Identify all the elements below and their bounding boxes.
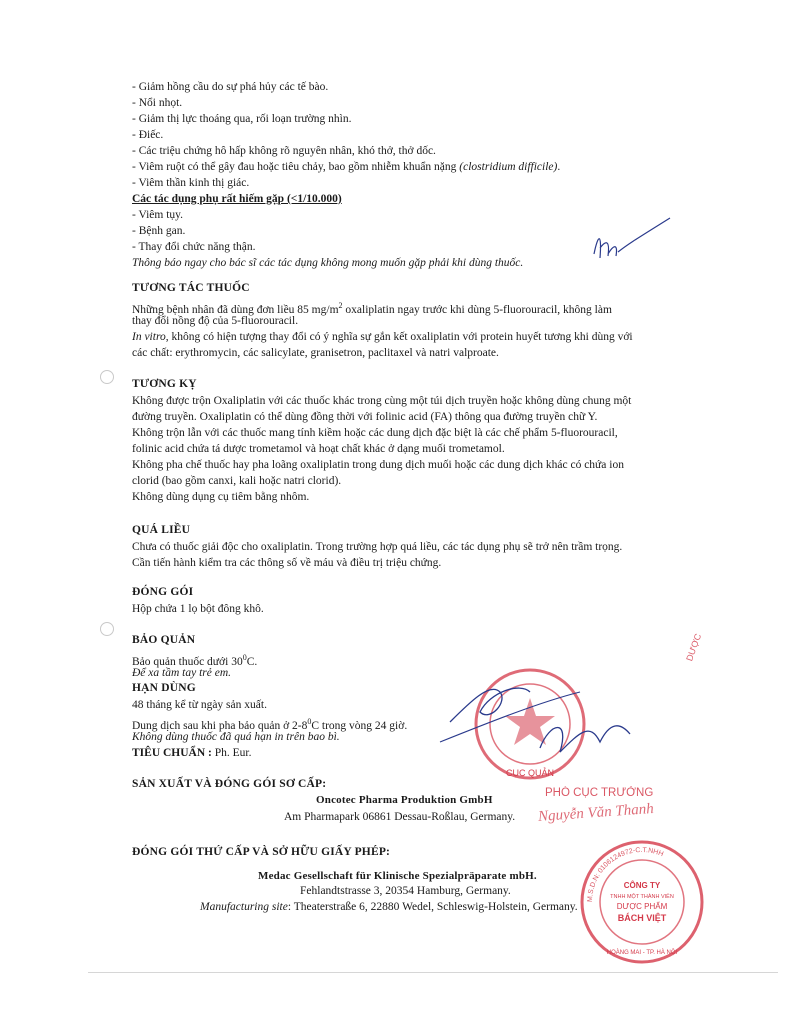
- page-bottom-rule: [88, 972, 778, 973]
- interactions-text: , không có hiện tượng thay đổi có ý nghĩa sự gắn kết oxaliplatin với protein huyết tương khi dùng với: [165, 331, 633, 343]
- superscript: 2: [338, 301, 343, 310]
- packaging-line: Hộp chứa 1 lọ bột đông khô.: [132, 603, 264, 615]
- manufacturer-heading: SẢN XUẤT VÀ ĐÓNG GÓI SƠ CẤP:: [132, 778, 327, 790]
- very-rare-item: - Viêm tụy.: [132, 209, 184, 221]
- overdose-heading: QUÁ LIỀU: [132, 524, 191, 536]
- stamp-ring-text: M.S.D.N: 0106124972-C.T.NHH: [586, 846, 665, 903]
- company-stamp: [578, 838, 706, 966]
- very-rare-heading: Các tác dụng phụ rất hiếm gặp (<1/10.000): [132, 193, 342, 205]
- expiry-line: Không dùng thuốc đã quá hạn in trên bao bì.: [132, 731, 340, 743]
- side-effect-item: - Giảm thị lực thoáng qua, rối loạn trường nhìn.: [132, 113, 352, 125]
- manufacturer-name: Oncotec Pharma Produktion GmbH: [316, 794, 493, 806]
- storage-text: Bảo quản thuốc dưới 30: [132, 655, 243, 668]
- incompatibility-line: đường truyền. Oxaliplatin có thể dùng đồng thời với folinic acid (FA) thông qua đường truyền chữ Y.: [132, 411, 598, 423]
- license-holder-address: Fehlandtstrasse 3, 20354 Hamburg, Germany.: [300, 885, 511, 897]
- incompatibility-line: folinic acid chứa tá dược trometamol và hoạt chất khác ở dạng muối trometamol.: [132, 443, 505, 455]
- side-effect-item: - Giảm hồng cầu do sự phá hủy các tế bào.: [132, 81, 329, 93]
- seal-edge-text: DƯỢC: [684, 632, 704, 663]
- side-effect-item: - Điếc.: [132, 129, 164, 141]
- interactions-line: các chất: erythromycin, các salicylate, granisetron, paclitaxel và natri valproate.: [132, 347, 499, 359]
- in-vitro-label: In vitro: [132, 331, 166, 343]
- manufacturing-site-line: [200, 900, 578, 915]
- side-effect-item: - Các triệu chứng hô hấp không rõ nguyên nhân, khó thở, thở dốc.: [132, 145, 436, 157]
- expiry-text: C trong vòng 24 giờ.: [311, 719, 408, 732]
- standard-line: [132, 746, 252, 761]
- overdose-line: Chưa có thuốc giải độc cho oxaliplatin. Trong trường hợp quá liều, các tác dụng phụ sẽ trở nên trầm trọng.: [132, 541, 623, 553]
- packaging-heading: ĐÓNG GÓI: [132, 586, 194, 598]
- punch-hole-top: [100, 370, 114, 384]
- official-name: Nguyễn Văn Thanh: [537, 800, 655, 826]
- expiry-heading: HẠN DÙNG: [132, 682, 196, 694]
- side-effect-text: - Viêm ruột có thể gây đau hoặc tiêu chảy, bao gồm nhiễm khuẩn nặng: [132, 161, 460, 173]
- incompatibility-line: Không trộn lẫn với các thuốc mang tính kiềm hoặc các dung dịch đặc biệt là các chế phẩm 5-fluorouracil,: [132, 427, 618, 439]
- manufacturer-address: Am Pharmapark 06861 Dessau-Roßlau, Germany.: [284, 811, 516, 823]
- very-rare-item: - Bệnh gan.: [132, 225, 186, 237]
- stamp-line: DƯỢC PHẨM: [616, 902, 668, 911]
- standard-value: Ph. Eur.: [211, 747, 252, 759]
- degree-superscript: 0: [242, 653, 247, 662]
- manufacturing-site-value: : Theaterstraße 6, 22880 Wedel, Schleswig-Holstein, Germany.: [287, 901, 578, 913]
- expiry-line: 48 tháng kể từ ngày sản xuất.: [132, 699, 267, 711]
- stamp-line: BÁCH VIỆT: [617, 913, 667, 923]
- punch-hole-bottom: [100, 622, 114, 636]
- overdose-line: Cần tiến hành kiểm tra các thông số về máu và điều trị triệu chứng.: [132, 557, 442, 569]
- stamp-line: CÔNG TY: [623, 881, 661, 890]
- incompatibility-heading: TƯƠNG KỴ: [132, 378, 197, 390]
- interactions-heading: TƯƠNG TÁC THUỐC: [132, 282, 250, 294]
- storage-heading: BẢO QUẢN: [132, 634, 196, 646]
- interactions-line: thay đổi nồng độ của 5-fluorouracil.: [132, 315, 299, 327]
- side-effect-item: - Nổi nhọt.: [132, 97, 183, 109]
- side-effect-item: - Viêm thần kinh thị giác.: [132, 177, 250, 189]
- side-effect-period: .: [557, 161, 561, 173]
- incompatibility-line: Không được trộn Oxaliplatin với các thuốc khác trong cùng một túi dịch truyền hoặc không dùng chung một: [132, 395, 632, 407]
- interactions-text: Những bệnh nhân đã dùng đơn liều 85 mg/m: [132, 303, 339, 316]
- expiry-text: Dung dịch sau khi pha bảo quản ở 2-8: [132, 719, 308, 732]
- stamp-line: TNHH MỘT THÀNH VIÊN: [610, 894, 674, 900]
- interactions-text: oxaliplatin ngay trước khi dùng 5-fluorouracil, không làm: [342, 303, 612, 316]
- license-heading: ĐÓNG GÓI THỨ CẤP VÀ SỞ HỮU GIẤY PHÉP:: [132, 846, 391, 858]
- incompatibility-line: clorid (bao gồm canxi, kali hoặc natri clorid).: [132, 475, 342, 487]
- official-signature: [430, 662, 650, 772]
- initials-signature: [588, 214, 678, 274]
- seal-text: CỤC QUẢN: [505, 768, 555, 778]
- manufacturing-site-label: Manufacturing site: [200, 901, 288, 913]
- side-effect-item: [132, 160, 560, 175]
- very-rare-item: - Thay đổi chức năng thận.: [132, 241, 256, 253]
- side-effect-latin-name: (clostridium difficile): [459, 161, 558, 173]
- storage-text: C.: [246, 655, 258, 668]
- storage-line: Để xa tầm tay trẻ em.: [132, 667, 231, 679]
- incompatibility-line: Không pha chế thuốc hay pha loãng oxaliplatin trong dung dịch muối hoặc các dung dịch khác có chứa ion: [132, 459, 624, 471]
- incompatibility-line: Không dùng dụng cụ tiêm bằng nhôm.: [132, 491, 310, 503]
- stamp-bottom-text: HOÀNG MAI - TP. HÀ NỘI: [606, 950, 678, 956]
- official-title: PHÓ CỤC TRƯỞNG: [545, 787, 654, 799]
- standard-label: TIÊU CHUẨN :: [132, 747, 212, 759]
- very-rare-notice: Thông báo ngay cho bác sĩ các tác dụng không mong muốn gặp phải khi dùng thuốc.: [132, 257, 524, 269]
- interactions-line: [132, 330, 633, 345]
- degree-superscript: 0: [307, 717, 312, 726]
- license-holder-name: Medac Gesellschaft für Klinische Spezialpräparate mbH.: [258, 870, 537, 882]
